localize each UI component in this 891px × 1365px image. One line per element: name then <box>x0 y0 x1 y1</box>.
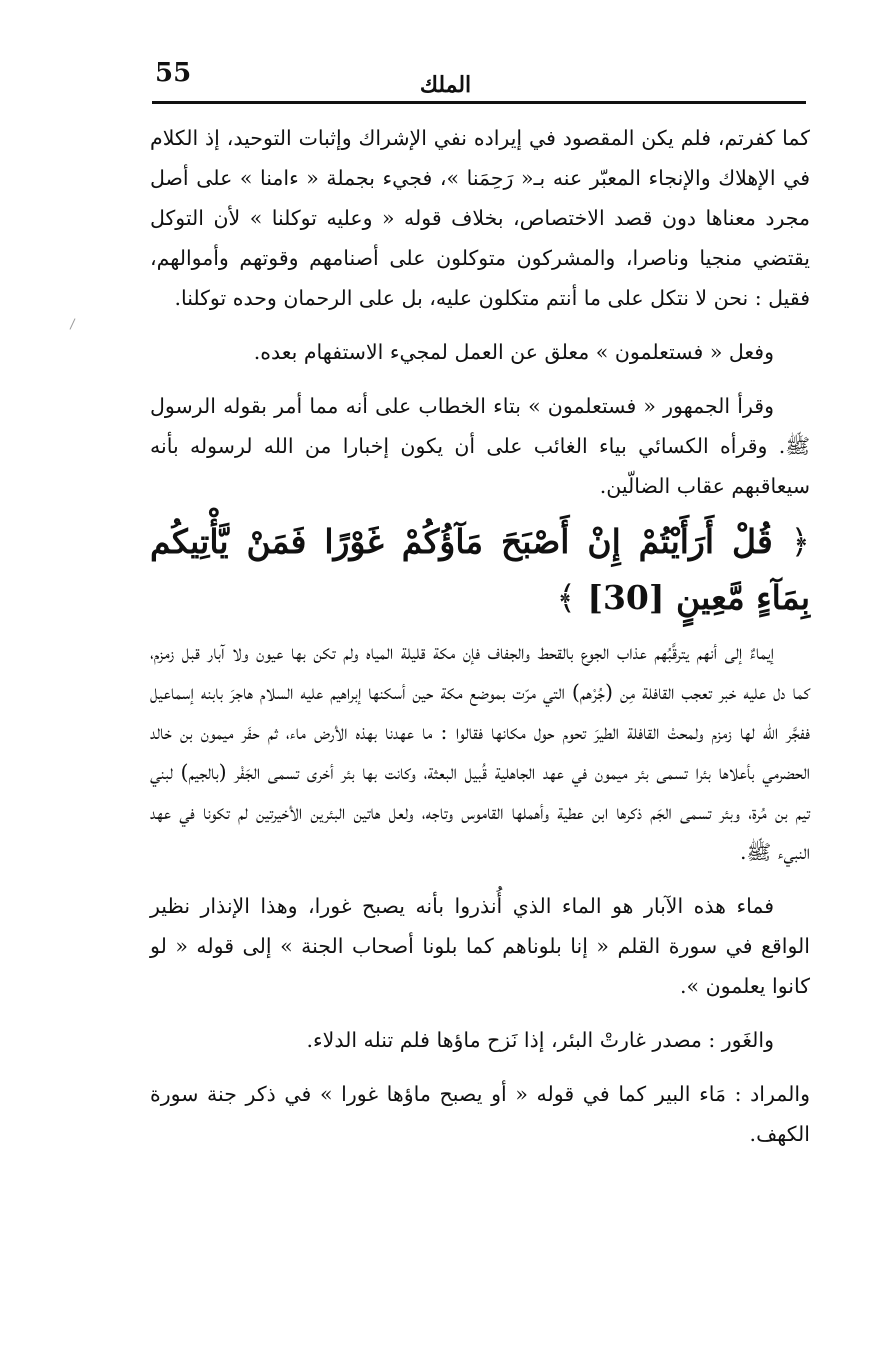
paragraph-3: وقرأ الجمهور « فستعلمون » بتاء الخطاب على أنه مما أمر بقوله الرسول ﷺ. وقرأه الكسائي بياء الغائب على أن يكون إخبارا من الله لرسوله بأنه سيعاقبهم عقاب الضالّين. <box>150 394 810 498</box>
verse-text: قُلْ أَرَأَيْتُمْ إِنْ أَصْبَحَ مَآؤُكُمْ غَوْرًا فَمَنْ يَّأْتِيكُم بِمَآءٍ مَّعِينٍ <box>150 522 810 617</box>
verse-open-bracket: ﴿ <box>790 522 810 561</box>
verse-number: [30] <box>587 578 665 617</box>
running-title: الملك <box>419 72 472 98</box>
paragraph-1: كما كفرتم، فلم يكن المقصود في إيراده نفي الإشراك وإثبات التوحيد، إذ الكلام في الإهلاك والإنجاء المعبّر عنه بـ« رَحِمَنا »، فجيء بجملة « ءامنا » على أصل مجرد معناها دون قصد الاختصاص، بخلاف قوله « وعليه توكلنا » لأن التوكل يقتضي منجيا وناصرا، والمشركون متوكلون على أصنامهم وقوتهم وأموالهم، فقيل : نحن لا نتكل على ما أنتم متكلون عليه، بل على الرحمان وحده توكلنا. <box>150 126 810 310</box>
quran-verse <box>150 514 810 626</box>
page-body <box>150 118 810 1154</box>
verse-close-bracket: ﴾ <box>556 578 576 617</box>
paragraph-6: والغَور : مصدر غارتْ البئر، إذا نَزح ماؤها فلم تنله الدلاء. <box>306 1028 774 1052</box>
paragraph-4: إيماءٌ إلى أنهم يترقَّبُهم عذاب الجوع بالقحط والجفاف فإن مكة قليلة المياه ولم تكن بها عيون ولا آبار قبل زمزم، كما دل عليه خبر تعجب القافلة مِن (جُرْهم) التي مرّت بموضع مكة حين أسكنها إبراهيم عليه السلام هاجرَ بابنه إسماعيل ففجَّر الله لها زمزم ولمحتْ القافلة الطيرَ تحوم حول مكانها فقالوا : ما عهدنا بهذه الأرض ماء، ثم حفَر ميمون بن خالد الحضرمي بأعلاها بئرا تسمى بئر ميمون في عهد الجاهلية قُبيل البعثة، وكانت بها بئر أخرى تسمى الجَفْر (بالجيم) لبني تيم بن مُرة، وبئر تسمى الجَم ذكرها ابن عطية وأهملها القاموس وتاجه، ولعل هاتين البئرين الأخيرتين لم تكونا في عهد النبيء ﷺ. <box>150 640 810 864</box>
header-rule <box>152 101 806 104</box>
paragraph-7: والمراد : مَاء البير كما في قوله « أو يصبح ماؤها غورا » في ذكر جنة سورة الكهف. <box>150 1082 810 1146</box>
paragraph-2: وفعل « فستعلمون » معلق عن العمل لمجيء الاستفهام بعده. <box>253 340 774 364</box>
page-number: 55 <box>155 58 192 88</box>
margin-mark <box>70 318 76 329</box>
paragraph-5: فماء هذه الآبار هو الماء الذي أُنذروا بأنه يصبح غورا، وهذا الإنذار نظير الواقع في سورة القلم « إنا بلوناهم كما بلونا أصحاب الجنة » إلى قوله « لو كانوا يعلمون ». <box>150 894 810 998</box>
